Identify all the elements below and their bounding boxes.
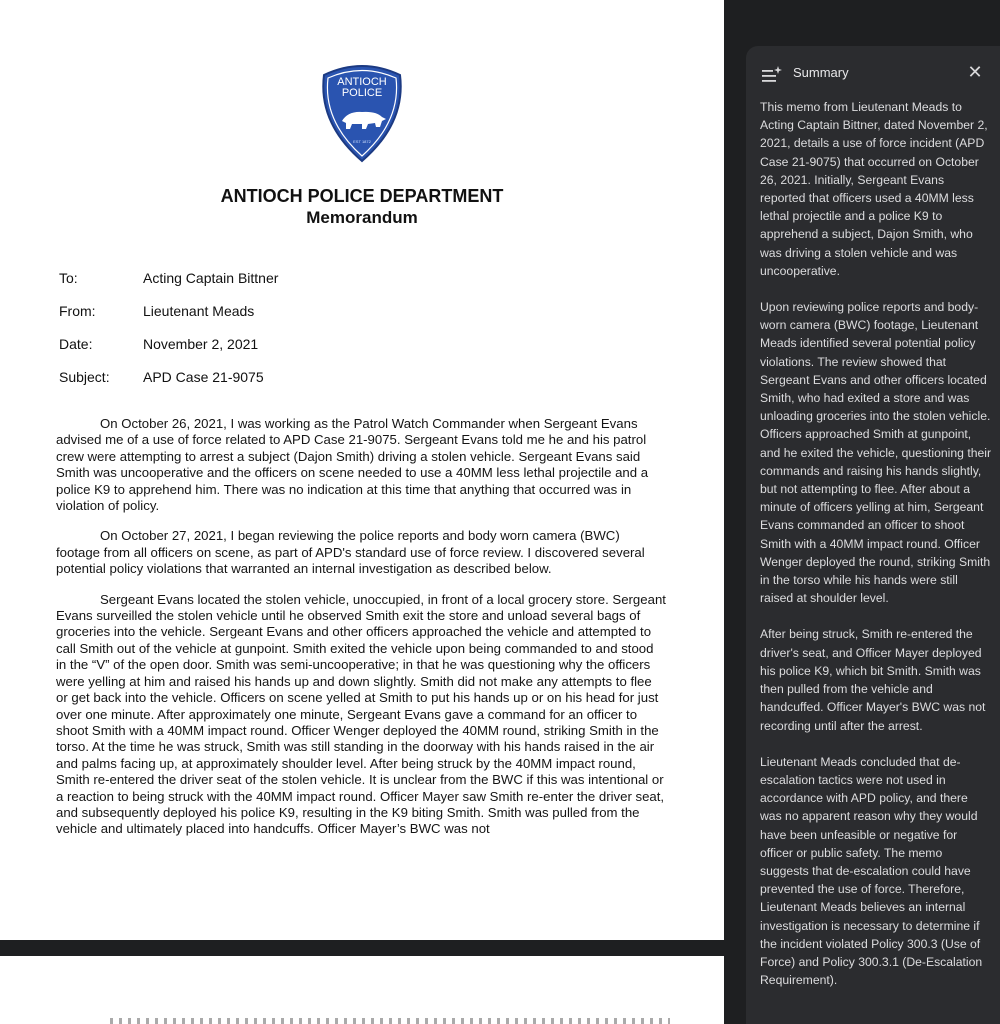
police-badge-logo	[318, 63, 406, 163]
memo-to-value: Acting Captain Bittner	[143, 270, 279, 286]
memo-date-label: Date:	[59, 336, 93, 352]
summary-panel-header	[746, 46, 1000, 96]
memo-paragraph: On October 26, 2021, I was working as the Patrol Watch Commander when Sergeant Evans advised me of a use of force related to APD Case 21-9075. Sergeant Evans told me he and his patrol crew were attempting to arrest a subject (Dajon Smith) driving a stolen vehicle. Sergeant Evans said Smith was uncooperative and the officers on scene needed to use a 40MM less lethal projectile and a police K9 to apprehend him. There was no indication at this time that anything that occurred was in violation of policy.	[56, 416, 649, 514]
close-summary-button[interactable]	[965, 62, 985, 82]
department-title: ANTIOCH POLICE DEPARTMENT	[220, 186, 504, 206]
memo-date-value: November 2, 2021	[143, 336, 259, 352]
close-icon[interactable]: ✕	[967, 62, 983, 82]
summary-title: Summary	[793, 65, 849, 80]
badge-text-bottom: POLICE	[341, 87, 383, 99]
memo-body	[56, 416, 666, 852]
next-page-preview	[0, 956, 724, 1024]
next-page-text-fragment	[110, 1018, 670, 1024]
summary-paragraph: This memo from Lieutenant Meads to Acting Captain Bittner, dated November 2, 2021, details a use of force incident (APD Case 21-9075) that occurred on October 26, 2021. Initially, Sergeant Evans reported that officers used a 40MM less lethal projectile and a police K9 to apprehend a subject, Dajon Smith, who was driving a stolen vehicle and was uncooperative.	[760, 100, 988, 278]
summary-content	[760, 98, 992, 1007]
summary-paragraph: After being struck, Smith re-entered the driver's seat, and Officer Mayer deployed his police K9, which bit Smith. Smith was then pulled from the vehicle and handcuffed. Officer Mayer's BWC was not recording until after the arrest.	[760, 627, 986, 733]
badge-text-top: ANTIOCH	[337, 76, 387, 88]
badge-est-text: EST 1872	[353, 139, 371, 144]
memo-subject-label: Subject:	[59, 369, 110, 385]
summary-sparkle-icon	[762, 66, 782, 82]
summary-panel	[746, 46, 1000, 1024]
memo-to-label: To:	[59, 270, 78, 286]
memo-from-value: Lieutenant Meads	[143, 303, 255, 319]
document-type: Memorandum	[306, 208, 418, 227]
memo-from-label: From:	[59, 303, 96, 319]
summary-paragraph: Lieutenant Meads concluded that de-escalation tactics were not used in accordance with APD policy, and there was no apparent reason why they would have been unfeasible or negative for officer or public safety. The memo suggests that de-escalation could have prevented the use of force. Therefore, Lieutenant Meads believes an internal investigation is necessary to determine if the incident violated Policy 300.3 (Use of Force) and Policy 300.3.1 (De-Escalation Requirement).	[760, 754, 983, 988]
memo-paragraph: On October 27, 2021, I began reviewing the police reports and body worn camera (BWC) footage from all officers on scene, as part of APD's standard use of force review. I discovered several potential policy violations that warranted an internal investigation as described below.	[56, 528, 645, 577]
memo-paragraph: Sergeant Evans located the stolen vehicle, unoccupied, in front of a local grocery store. Sergeant Evans surveilled the stolen vehicle until he observed Smith exit the store and unload several bags of groceries into the vehicle. Sergeant Evans and other officers approached the vehicle and attempted to call Smith out of the vehicle at gunpoint. Smith exited the vehicle upon being commanded to and stood in the “V” of the open door. Smith was semi-uncooperative; in that he was questioning why the officers were yelling at him and raised his hands up and down slightly. Smith did not make any attempts to flee or get back into the vehicle. Officers on scene yelled at Smith to put his hands up or on his head for just over one minute. After approximately one minute, Sergeant Evans gave a command for an officer to shoot Smith with a 40MM impact round. Officer Wenger deployed the 40MM round, striking Smith in the torso. At the time he was struck, Smith was still standing in the doorway with his hands raised in the air and palms facing up, at approximately shoulder level. After being struck by the 40MM impact round, Smith re-entered the driver seat of the stolen vehicle. It is unclear from the BWC if this was intentional or a reaction to being struck with the 40MM impact round. Officer Mayer saw Smith re-enter the driver seat, and subsequently deployed his police K9, resulting in the K9 biting Smith. Smith was pulled from the vehicle and ultimately placed into handcuffs. Officer Mayer’s BWC was not	[56, 591, 666, 837]
memo-subject-value: APD Case 21-9075	[143, 369, 264, 385]
summary-paragraph: Upon reviewing police reports and body-worn camera (BWC) footage, Lieutenant Meads identified several potential policy violations. The review showed that Sergeant Evans and other officers located Smith, who had exited a store and was unloading groceries into the stolen vehicle. Officers approached Smith at gunpoint, and he exited the vehicle, questioning their commands and raising his hands slightly, but not attempting to flee. After about a minute of officers yelling at him, Sergeant Evans commanded an officer to shoot Smith with a 40MM impact round. Officer Wenger deployed the round, striking Smith in the torso while his hands were still raised at shoulder level.	[760, 300, 992, 606]
